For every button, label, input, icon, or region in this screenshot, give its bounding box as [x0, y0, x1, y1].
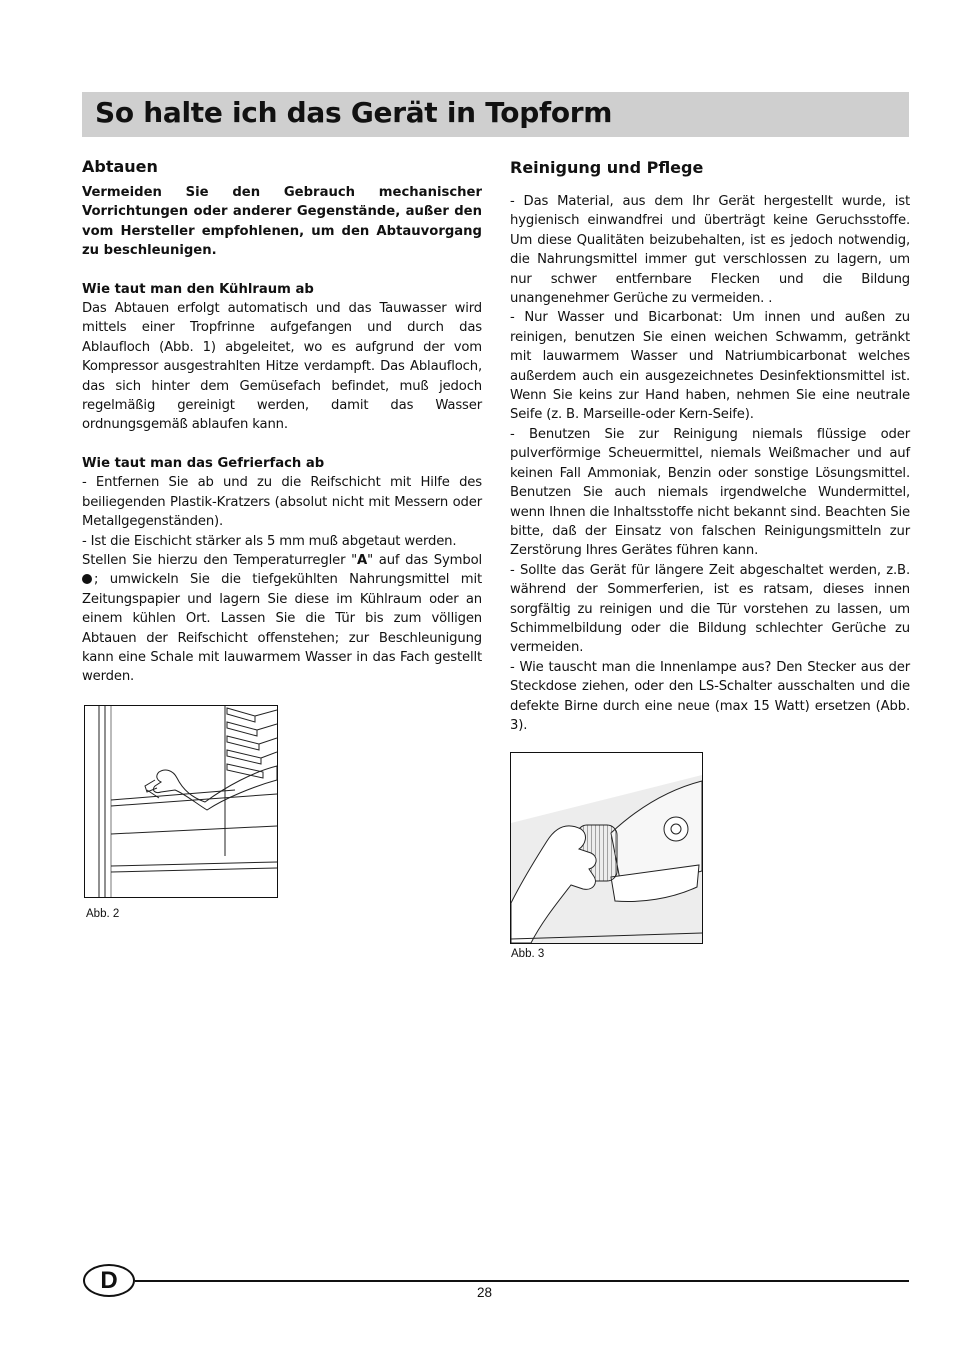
freezer-step-2: - Ist die Eischicht stärker als 5 mm muß abgetaut werden.	[82, 533, 457, 549]
regulator-label: A	[357, 552, 368, 568]
left-column	[82, 156, 482, 687]
figure-lamp-replacement	[510, 752, 703, 944]
fridge-defrost-text: Das Abtauen erfolgt automatisch und das Tauwasser wird mittels einer Tropfrinne aufgefangen und durch das Ablaufloch (Abb. 1) abgeleitet, wo es aufgrund der vom Kompressor ausgestrahlten Hitze verdampft. Das Ablaufloch, das sich hinter dem Gemüsefach befindet, muß jedoch regelmäßig gereinigt werden, damit das Wasser ordnungsgemäß ablaufen kann.	[82, 301, 482, 433]
cleaning-para-5: - Wie tauscht man die Innenlampe aus? Den Stecker aus der Steckdose ziehen, oder den LS-Schalter ausschalten und die defekte Birne durch eine neue (max 15 Watt) ersetzen (Abb. 3).	[510, 659, 910, 733]
cleaning-para-2: - Nur Wasser und Bicarbonat: Um innen und außen zu reinigen, benutzen Sie einen weichen Schwamm, getränkt mit lauwarmem Wasser und Natriumbicarbonat welches außerdem auch ein ausgezeichnetes Desinfektionsmittel ist. Wenn Sie keins zur Hand haben, nehmen Sie eine neutrale Seife (z. B. Marseille-oder Kern-Seife).	[510, 310, 910, 423]
cleaning-para-1: - Das Material, aus dem Ihr Gerät hergestellt wurde, ist hygienisch einwandfrei und überträgt keine Geruchsstoffe. Um diese Qualitäten beizubehalten, ist es jedoch notwendig, die Nahrungsmittel immer gut verschlossen zu lagern, um nur schwer entfernbare Flecken und die Bildung unangenehmer Gerüche zu vermeiden. .	[510, 194, 910, 307]
defrost-warning: Vermeiden Sie den Gebrauch mechanischer Vorrichtungen oder anderer Gegenstände, außer den vom Hersteller empfohlenen, um den Abtauvorgang zu beschleunigen.	[82, 185, 482, 259]
language-badge: D	[83, 1264, 135, 1297]
page-title: So halte ich das Gerät in Topform	[95, 96, 613, 129]
figure-caption-3: Abb. 3	[511, 948, 545, 960]
section-heading-abtauen: Abtauen	[82, 157, 158, 176]
dot-symbol-icon	[82, 574, 92, 584]
freezer-step-1: - Entfernen Sie ab und zu die Reifschicht mit Hilfe des beiliegenden Plastik-Kratzers (absolut nicht mit Messern oder Metallgegenständen).	[82, 475, 482, 530]
footer-rule	[135, 1280, 909, 1282]
cleaning-para-3: - Benutzen Sie zur Reinigung niemals flüssige oder pulverförmige Scheuermittel, niemals Weißmacher und auf keinen Fall Ammoniak, Benzin oder sonstige Lösungsmittel. Benutzen Sie auch niemals irgendwelche Wundermittel, wenn Ihnen die Inhaltsstoffe nicht bekannt sind. Beachten Sie bitte, daß der Einsatz von falschen Reinigungsmitteln zur Zerstörung Ihres Gerätes führen kann.	[510, 426, 910, 559]
figure-freezer-scraping	[84, 705, 278, 898]
title-bar	[82, 92, 909, 137]
figure-caption-2: Abb. 2	[86, 908, 120, 920]
subheading-fridge-defrost: Wie taut man den Kühlraum ab	[82, 281, 314, 297]
subheading-freezer-defrost: Wie taut man das Gefrierfach ab	[82, 455, 325, 471]
section-heading-reinigung: Reinigung und Pflege	[510, 158, 704, 177]
right-column	[510, 157, 910, 735]
freezer-step-3: Stellen Sie hierzu den Temperaturregler "A" auf das Symbol ; umwickeln Sie die tiefgekühlten Nahrungsmittel mit Zeitungspapier und lagern Sie diese im Kühlraum oder an einem kühlen Ort. Lassen Sie die Tür bis zum völligen Abtauen der Reifschicht offenstehen; zur Beschleunigung kann eine Schale mit lauwarmem Wasser in das Fach gestellt werden.	[82, 552, 483, 685]
cleaning-para-4: - Sollte das Gerät für längere Zeit abgeschaltet werden, z.B. während der Sommerferien, ist es ratsam, dieses innen sorgfältig zu reinigen und die Tür vorstehen zu lassen, um Schimmelbildung oder die Bildung schlechter Gerüche zu vermeiden.	[510, 562, 910, 656]
page-number: 28	[477, 1285, 493, 1300]
